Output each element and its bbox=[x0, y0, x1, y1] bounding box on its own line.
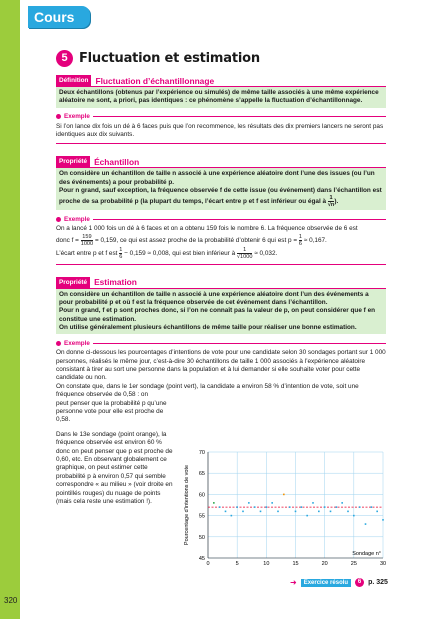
exercise-number: 6 bbox=[355, 578, 364, 587]
definition-example-header bbox=[56, 113, 386, 121]
example-bullet-icon bbox=[56, 341, 61, 346]
y-tick-label: 65 bbox=[198, 471, 205, 478]
example-line: On a lancé 1 000 fois un dé à 6 faces et on a obtenu 159 fois le nombre 6. La fréquence observée de 6 est bbox=[56, 225, 358, 233]
data-point bbox=[324, 506, 326, 508]
data-point bbox=[347, 511, 349, 513]
data-point bbox=[365, 523, 367, 525]
y-tick-label: 45 bbox=[198, 556, 205, 562]
example-rule bbox=[93, 343, 386, 344]
example-rule bbox=[93, 219, 386, 220]
estimation-left-text bbox=[56, 400, 174, 507]
divider bbox=[56, 264, 386, 265]
data-point bbox=[312, 502, 314, 504]
propriete-line: On considère un échantillon de taille n associé à une expérience aléatoire dont l’une des issues (ou l’un des événements) a pour probabilité p. bbox=[59, 170, 375, 186]
left-paragraph: peut penser que la probabilité p qu’une personne vote pour elle est proche de 0,58. bbox=[56, 399, 167, 424]
data-point bbox=[236, 506, 238, 508]
fraction bbox=[81, 234, 93, 247]
example-bullet-icon bbox=[56, 217, 61, 222]
data-point bbox=[353, 515, 355, 517]
data-point bbox=[359, 506, 361, 508]
example-line: donc f = bbox=[56, 236, 79, 244]
x-tick-label: 0 bbox=[206, 561, 210, 567]
fraction-num: 1 bbox=[119, 246, 123, 253]
fraction-den: 1000 bbox=[80, 240, 94, 247]
data-point bbox=[301, 506, 303, 508]
estimation-intro: On donne ci-dessous les pourcentages d’intentions de vote pour une candidate selon 30 sondages portant sur 1 000 personnes, réalisés le même jour, c’est-à-dire 30 échantillons de taille 1 000 associés à l’expérience aléatoire consistant à tirer au sort une personne dans la population et à lui demander si elle souhaite voter pour cette candidate ou non. bbox=[56, 349, 386, 382]
data-point bbox=[271, 502, 273, 504]
data-point bbox=[371, 506, 373, 508]
definition-example-text: Si l’on lance dix fois un dé à 6 faces puis que l’on recommence, les résultats des dix premiers lancers ne seront pas identiques aux dix suivants. bbox=[56, 122, 384, 138]
data-point bbox=[336, 506, 338, 508]
x-axis-label: Sondage n° bbox=[352, 551, 381, 557]
divider bbox=[56, 143, 386, 144]
fraction-den: 6 bbox=[119, 253, 123, 260]
x-tick-label: 15 bbox=[292, 561, 299, 567]
data-point bbox=[219, 506, 221, 508]
propriete-estimation-header bbox=[56, 277, 386, 289]
example-bullet-icon bbox=[56, 114, 61, 119]
propriete-line: On considère un échantillon de taille n associé à une expérience aléatoire dont l’un des événements a pour probabilité p et où f est la fréquence observée de cet événement dans l’échantillon. bbox=[59, 290, 369, 306]
fraction-den: √n bbox=[327, 202, 335, 209]
data-point bbox=[231, 515, 233, 517]
estimation-example-header bbox=[56, 339, 386, 347]
section-header bbox=[56, 48, 386, 68]
page-number: 320 bbox=[4, 596, 18, 605]
left-paragraph: Dans le 13e sondage (point orange), la fréquence observée est environ 60 % donc on peut penser que p est proche de 0,60, etc. En observant globalement ce graphique, on peut estimer cette probabilité p à environ 0,57 qui semble correspondre « au milieu » (voir droite en pointillés rouges) du nuage de points (mais cela reste une estimation !). bbox=[56, 430, 173, 506]
x-tick-label: 30 bbox=[379, 561, 387, 567]
example-line: = 0,159, ce qui est assez proche de la probabilité d’obtenir 6 qui est p = bbox=[94, 236, 298, 244]
data-point bbox=[254, 506, 256, 508]
exercise-link[interactable]: Exercice résolu bbox=[301, 579, 351, 587]
fraction bbox=[299, 234, 302, 247]
data-point bbox=[266, 506, 268, 508]
y-tick-label: 60 bbox=[198, 492, 205, 499]
fraction-num: 1 bbox=[243, 246, 247, 253]
propriete-example-text bbox=[56, 225, 386, 259]
data-point bbox=[376, 511, 378, 513]
arrow-icon: ➜ bbox=[290, 578, 297, 587]
estimation-constat: On constate que, dans le 1er sondage (point vert), la candidate a environ 58 % d’intention de vote, soit une fréquence observée de 0,58 : on bbox=[56, 382, 359, 399]
example-label: Exemple bbox=[64, 215, 90, 223]
definition-title: Fluctuation d’échantillonnage bbox=[95, 75, 215, 86]
example-line: − 0,159 ≈ 0,008, qui est bien inférieur à bbox=[124, 249, 236, 257]
data-point bbox=[330, 511, 332, 513]
propriete-line: Pour n grand, sauf exception, la fréquence observée f de cette issue (ou événement) dans l’échantillon est proche de sa probabilité p (la plupart du temps, l’écart entre p et f est inférieur ou égal à bbox=[59, 187, 382, 206]
propriete-title: Estimation bbox=[94, 277, 137, 288]
propriete-estimation-box bbox=[56, 289, 386, 334]
data-point bbox=[248, 502, 250, 504]
example-label: Exemple bbox=[64, 113, 90, 121]
green-margin-strip bbox=[0, 0, 20, 619]
x-tick-label: 10 bbox=[263, 561, 270, 567]
propriete-title: Échantillon bbox=[94, 156, 140, 167]
propriete-echantillon-header bbox=[56, 156, 386, 168]
fraction-num: 1 bbox=[298, 233, 302, 240]
propriete-line: On utilise généralement plusieurs échantillons de même taille pour réaliser une bonne estimation. bbox=[59, 323, 357, 331]
example-line: ≈ 0,167. bbox=[303, 236, 327, 244]
propriete-badge: Propriété bbox=[56, 277, 90, 288]
data-point bbox=[283, 494, 285, 496]
data-point bbox=[277, 511, 279, 513]
y-tick-label: 55 bbox=[198, 513, 205, 520]
cours-tab: Cours bbox=[28, 6, 90, 28]
data-point bbox=[306, 515, 308, 517]
example-rule bbox=[93, 116, 386, 117]
page-content bbox=[56, 48, 386, 507]
data-point bbox=[260, 511, 262, 513]
definition-header bbox=[56, 75, 386, 87]
data-point bbox=[242, 511, 244, 513]
definition-box: Deux échantillons (obtenus par l’expérience ou simulés) de même taille associés à une même expérience aléatoire ne sont, a priori, pas identiques : ce phénomène s’appelle la fluctuation d’échantillonnage. bbox=[56, 87, 386, 108]
definition-badge: Définition bbox=[56, 75, 91, 86]
propriete-example-header bbox=[56, 215, 386, 223]
x-tick-label: 20 bbox=[321, 561, 328, 567]
data-point bbox=[289, 506, 291, 508]
data-point bbox=[341, 502, 343, 504]
y-tick-label: 70 bbox=[198, 450, 205, 456]
propriete-line: Pour n grand, f et p sont proches donc, si l’on ne connaît pas la valeur de p, on peut considérer que f en constitue une estimation. bbox=[59, 307, 376, 323]
data-point bbox=[382, 519, 384, 521]
y-axis-label: Pourcentage d’intentions de vote bbox=[184, 464, 190, 546]
page-reference: p. 325 bbox=[368, 579, 388, 586]
data-point bbox=[213, 502, 215, 504]
example-line: ≈ 0,032. bbox=[254, 249, 278, 257]
data-point bbox=[318, 511, 320, 513]
propriete-line-end: ). bbox=[334, 198, 339, 206]
fraction-den: 6 bbox=[298, 240, 302, 247]
section-title: Fluctuation et estimation bbox=[79, 50, 260, 66]
section-number: 5 bbox=[56, 50, 73, 67]
fraction-den: √1000 bbox=[236, 253, 253, 260]
propriete-badge: Propriété bbox=[56, 156, 90, 167]
propriete-echantillon-box bbox=[56, 168, 386, 210]
fraction-num: 1 bbox=[329, 195, 333, 202]
data-point bbox=[225, 511, 227, 513]
footer-reference bbox=[290, 578, 388, 587]
vote-intention-chart bbox=[178, 448, 388, 574]
fraction bbox=[237, 247, 253, 260]
y-tick-label: 50 bbox=[198, 534, 205, 541]
x-tick-label: 5 bbox=[235, 561, 239, 567]
example-label: Exemple bbox=[64, 339, 90, 347]
fraction-num: 159 bbox=[82, 233, 92, 240]
example-line: L’écart entre p et f est bbox=[56, 249, 118, 257]
data-point bbox=[295, 511, 297, 513]
fraction bbox=[119, 247, 122, 260]
x-tick-label: 25 bbox=[350, 561, 357, 567]
